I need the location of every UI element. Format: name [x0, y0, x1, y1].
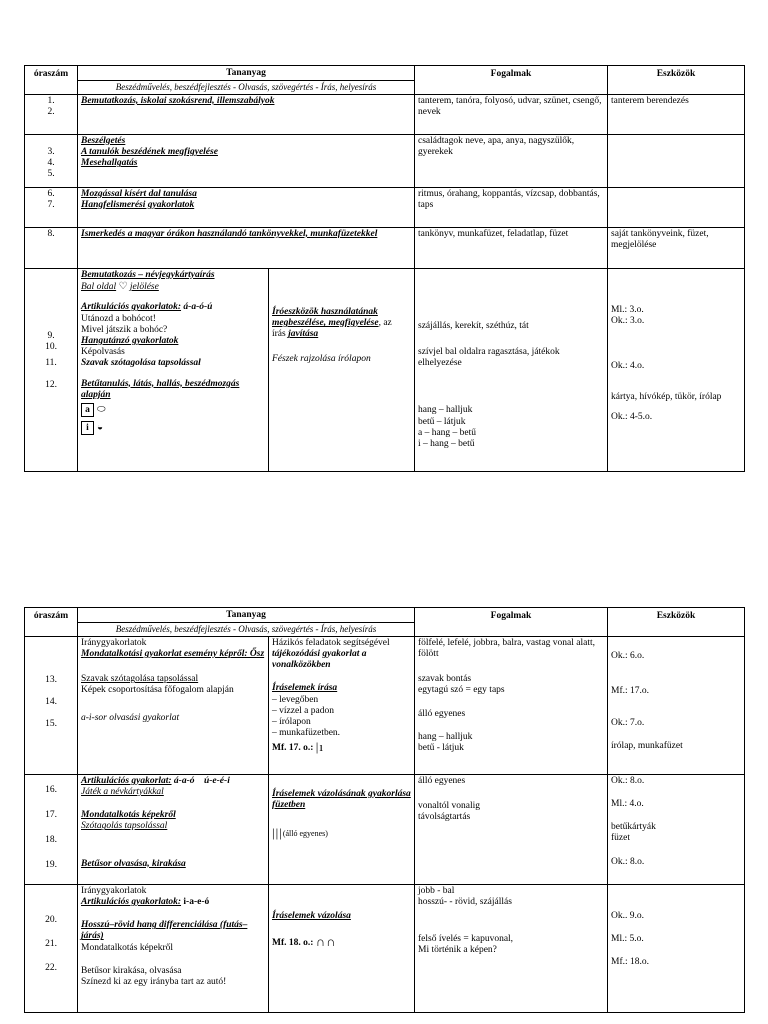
table-row — [25, 774, 745, 884]
arch-stroke-icon: ∩∩ — [315, 934, 337, 950]
hour-numbers: 1. 2. — [25, 94, 78, 134]
col-concepts-header: Fogalmak — [415, 66, 608, 95]
table-row — [25, 268, 745, 471]
col-hours-header: óraszám — [25, 66, 78, 95]
concepts-cell: szájállás, kerekít, széthúz, tát szívjel bal oldalra ragasztása, játékok elhelyezése hang – halljuk betű – látjuk a – hang – betű i – hang – betű — [415, 268, 608, 471]
material-right-cell: Íróeszközök használatának megbeszélése, megfigyelése, az írás javítása Fészek rajzolása írólapon — [269, 268, 415, 471]
tools-cell: Ok.: 8.o. Ml.: 4.o. betűkártyák füzet Ok.: 8.o. — [608, 774, 745, 884]
subheader: Beszédművelés, beszédfejlesztés - Olvasás, szövegértés - Írás, helyesírás — [78, 623, 415, 637]
material-cell: Beszélgetés A tanulók beszédének megfigyelése Mesehallgatás — [78, 134, 415, 187]
table-row — [25, 187, 745, 227]
concepts-cell: fölfelé, lefelé, jobbra, balra, vastag vonal alatt, fölött szavak bontás egytagú szó = egy taps álló egyenes hang – halljuk betű - látjuk — [415, 636, 608, 774]
tools-cell: tanterem berendezés — [608, 94, 745, 134]
col-hours-header: óraszám — [25, 608, 78, 637]
table-row — [25, 884, 745, 1012]
table-row — [25, 227, 745, 268]
concepts-cell: családtagok neve, apa, anya, nagyszülők, gyerekek — [415, 134, 608, 187]
material-right-cell: Házikós feladatok segítségével tájékozódási gyakorlat a vonalközökben Íráselemek írása – levegőben – vízzel a padon – írólapon – munkafüzetben. Mf. 17. o.: |ı — [269, 636, 415, 774]
heart-icon: ♡ — [118, 281, 128, 293]
table-row — [25, 94, 745, 134]
hour-numbers: 16. 17. 18. 19. — [25, 774, 78, 884]
hour-numbers: 8. — [25, 227, 78, 268]
hour-numbers: 9. 10. 11. 12. — [25, 268, 78, 471]
concepts-cell: tankönyv, munkafüzet, feladatlap, füzet — [415, 227, 608, 268]
lesson-plan-table-1 — [24, 65, 745, 472]
col-concepts-header: Fogalmak — [415, 608, 608, 637]
header-row — [25, 608, 745, 623]
material-right-cell: Íráselemek vázolása Mf. 18. o.: ∩∩ — [269, 884, 415, 1012]
col-tools-header: Eszközök — [608, 66, 745, 95]
wide-mouth-icon: ◒ — [97, 421, 104, 433]
concepts-cell: jobb - bal hosszú- - rövid, szájállás felső ívelés = kapuvonal, Mi történik a képen? — [415, 884, 608, 1012]
standing-lines-icon: ||| — [272, 825, 283, 841]
letter-i-box: i — [81, 421, 94, 435]
concepts-cell: ritmus, órahang, koppantás, vízcsap, dobbantás, taps — [415, 187, 608, 227]
vertical-stroke-icon: |ı — [315, 739, 325, 755]
tools-cell: saját tankönyveink, füzet, megjelölése — [608, 227, 745, 268]
material-left-cell: Artikulációs gyakorlat: á-a-ó ú-e-é-i Játék a névkártyákkal Mondatalkotás képekről Szótagolás tapsolással Betűsor olvasása, kirakása — [78, 774, 269, 884]
material-left-cell: Bemutatkozás – névjegykártyaírás Bal oldal ♡ jelölése Artikulációs gyakorlatok: á-a-ó-ú Utánozd a bohócot! Mivel játszik a bohóc? Hangutánzó gyakorlatok Képolvasás Szavak szótagolása tapsolással Betűtanulás, látás, hallás, beszédmozgás alapján a ⬭ i ◒ — [78, 268, 269, 471]
material-left-cell: Iránygyakorlatok Mondatalkotási gyakorlat esemény képről: Ősz Szavak szótagolása tapsolással Képek csoportosítása főfogalom alapján a-i-sor olvasási gyakorlat — [78, 636, 269, 774]
material-right-cell: Íráselemek vázolásának gyakorlása füzetben |||(álló egyenes) — [269, 774, 415, 884]
open-mouth-icon: ⬭ — [97, 403, 106, 415]
tools-cell: Ok.: 6.o. Mf.: 17.o. Ok.: 7.o. írólap, munkafüzet — [608, 636, 745, 774]
hour-numbers: 6. 7. — [25, 187, 78, 227]
material-cell: Ismerkedés a magyar órákon használandó tankönyvekkel, munkafüzetekkel — [78, 227, 415, 268]
header-row — [25, 66, 745, 81]
tools-cell — [608, 134, 745, 187]
tools-cell: Ml.: 3.o. Ok.: 3.o. Ok.: 4.o. kártya, hívókép, tükör, írólap Ok.: 4-5.o. — [608, 268, 745, 471]
table-row — [25, 636, 745, 774]
material-cell: Mozgással kísért dal tanulása Hangfelismerési gyakorlatok — [78, 187, 415, 227]
concepts-cell: tanterem, tanóra, folyosó, udvar, szünet, csengő, nevek — [415, 94, 608, 134]
lesson-plan-table-2 — [24, 607, 745, 1013]
hour-numbers: 20. 21. 22. — [25, 884, 78, 1012]
concepts-cell: álló egyenes vonaltól vonalig távolságtartás — [415, 774, 608, 884]
table-row — [25, 134, 745, 187]
subheader: Beszédművelés, beszédfejlesztés - Olvasás, szövegértés - Írás, helyesírás — [78, 81, 415, 95]
col-material-header: Tananyag — [78, 66, 415, 81]
col-tools-header: Eszközök — [608, 608, 745, 637]
col-material-header: Tananyag — [78, 608, 415, 623]
letter-a-box: a — [81, 403, 94, 417]
hour-numbers: 13. 14. 15. — [25, 636, 78, 774]
tools-cell: Ok.. 9.o. Ml.: 5.o. Mf.: 18.o. — [608, 884, 745, 1012]
tools-cell — [608, 187, 745, 227]
hour-numbers: 3. 4. 5. — [25, 134, 78, 187]
material-left-cell: Iránygyakorlatok Artikulációs gyakorlatok: i-a-e-ó Hosszú–rövid hang differenciálása (futás–járás) Mondatalkotás képekről Betűsor kirakása, olvasása Színezd ki az egy irányba tart az autó! — [78, 884, 269, 1012]
material-cell: Bemutatkozás, iskolai szokásrend, illemszabályok — [78, 94, 415, 134]
